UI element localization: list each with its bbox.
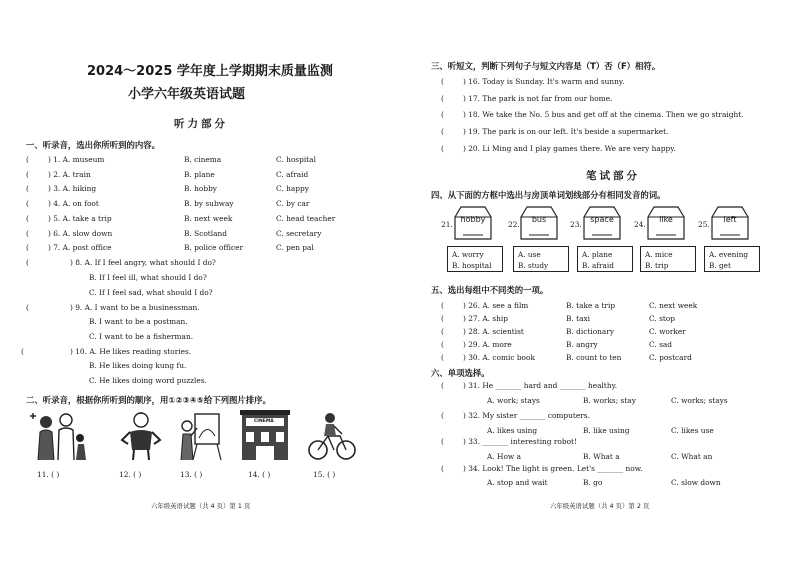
- answer-paren[interactable]: (: [26, 229, 29, 238]
- option-a: A. How a: [487, 452, 522, 461]
- picture-14-label[interactable]: 14. ( ): [248, 470, 271, 479]
- option-a[interactable]: A. evening: [709, 250, 749, 259]
- option-c: C. happy: [276, 184, 309, 193]
- picture-15-label[interactable]: 15. ( ): [313, 470, 336, 479]
- painter-picture: [175, 410, 225, 462]
- section-3-heading: 三、听短文，判断下列句子与短文内容是（T）否（F）相符。: [431, 61, 661, 71]
- answer-paren[interactable]: (: [441, 411, 444, 420]
- option-b: B. angry: [566, 340, 598, 349]
- option-a: ) 4. A. on foot: [48, 199, 99, 208]
- option-c: C. If I feel sad, what should I do?: [89, 288, 213, 297]
- answer-paren[interactable]: (: [441, 327, 444, 336]
- option-c: C. works; stays: [671, 396, 728, 405]
- answer-paren[interactable]: (: [441, 464, 444, 473]
- statement-text: ) 18. We take the No. 5 bus and get off at the cinema. Then we go straight.: [463, 110, 744, 119]
- option-a: ) 1. A. museum: [48, 155, 105, 164]
- option-b: B. police officer: [184, 243, 244, 252]
- option-b: B. What a: [583, 452, 620, 461]
- option-b: B. If I feel ill, what should I do?: [89, 273, 207, 282]
- statement-text: ) 19. The park is on our left. It's beside a supermarket.: [463, 127, 669, 136]
- question-number: 21.: [441, 220, 453, 229]
- section-4-heading: 四、从下面的方框中选出与房顶单词划线部分有相同发音的词。: [431, 190, 666, 200]
- answer-paren[interactable]: (: [441, 77, 444, 86]
- strong-man-picture: [118, 410, 164, 462]
- answer-paren[interactable]: (: [21, 347, 24, 356]
- option-c: C. slow down: [671, 478, 721, 487]
- option-b: B. dictionary: [566, 327, 615, 336]
- option-b: B. hobby: [184, 184, 217, 193]
- option-b: B. by subway: [184, 199, 234, 208]
- option-a: ) 26. A. see a film: [463, 301, 529, 310]
- option-b: B. take a trip: [566, 301, 616, 310]
- page-footer: 六年级英语试题（共 4 页）第 1 页: [151, 502, 251, 510]
- option-a: ) 10. A. He likes reading stories.: [70, 347, 192, 356]
- statement-text: ) 16. Today is Sunday. It's warm and sunny.: [463, 77, 625, 86]
- option-a: ) 27. A. ship: [463, 314, 509, 323]
- section-5-heading: 五、选出每组中不同类的一项。: [431, 285, 549, 295]
- picture-11-label[interactable]: 11. ( ): [37, 470, 60, 479]
- statement-text: ) 17. The park is not far from our home.: [463, 94, 613, 103]
- answer-paren[interactable]: (: [441, 340, 444, 349]
- section-1-heading: 一、听录音，选出你所听到的内容。: [26, 140, 160, 150]
- question-stem: ) 31. He _______ hard and _______ healthy.: [463, 381, 618, 390]
- answer-paren[interactable]: (: [441, 94, 444, 103]
- option-a: A. work; stays: [487, 396, 540, 405]
- option-a: ) 9. A. I want to be a businessman.: [70, 303, 200, 312]
- option-b: B. go: [583, 478, 603, 487]
- answer-paren[interactable]: (: [441, 127, 444, 136]
- options-box: [640, 246, 696, 272]
- option-b: B. Scotland: [184, 229, 228, 238]
- option-c: C. likes use: [671, 426, 714, 435]
- option-b[interactable]: B. study: [518, 261, 549, 270]
- option-a[interactable]: A. use: [518, 250, 541, 259]
- answer-paren[interactable]: (: [26, 243, 29, 252]
- option-a: ) 5. A. take a trip: [48, 214, 112, 223]
- house-roof: [646, 205, 686, 241]
- option-a[interactable]: A. worry: [452, 250, 484, 259]
- answer-paren[interactable]: (: [26, 258, 29, 267]
- answer-paren[interactable]: (: [441, 314, 444, 323]
- house-roof: [710, 205, 750, 241]
- question-number: 23.: [570, 220, 582, 229]
- option-c: C. pen pal: [276, 243, 314, 252]
- option-c: C. stop: [649, 314, 676, 323]
- option-c: C. postcard: [649, 353, 692, 362]
- house-roof: [582, 205, 622, 241]
- option-c: C. secretary: [276, 229, 322, 238]
- option-b[interactable]: B. trip: [645, 261, 669, 270]
- option-c: C. hospital: [276, 155, 316, 164]
- roof-word: left: [723, 215, 737, 224]
- option-a: ) 29. A. more: [463, 340, 512, 349]
- option-a: A. likes using: [487, 426, 538, 435]
- roof-word: space: [590, 215, 614, 224]
- option-c: C. afraid: [276, 170, 309, 179]
- option-a[interactable]: A. mice: [645, 250, 673, 259]
- listening-part-heading: 听力部分: [174, 118, 228, 130]
- picture-12-label[interactable]: 12. ( ): [119, 470, 142, 479]
- people-group-picture: [28, 410, 90, 462]
- answer-paren[interactable]: (: [26, 155, 29, 164]
- house-roof: [453, 205, 493, 241]
- option-b: B. taxi: [566, 314, 591, 323]
- writing-part-heading: 笔试部分: [586, 170, 640, 182]
- question-stem: ) 33. _______ interesting robot!: [463, 437, 577, 446]
- answer-paren[interactable]: (: [26, 199, 29, 208]
- option-b[interactable]: B. get: [709, 261, 731, 270]
- option-a: A. stop and wait: [487, 478, 548, 487]
- exam-subtitle: 小学六年级英语试题: [128, 87, 246, 102]
- option-a[interactable]: A. plane: [582, 250, 613, 259]
- house-roof: [519, 205, 559, 241]
- answer-paren[interactable]: (: [441, 144, 444, 153]
- option-b: B. I want to be a postman.: [89, 317, 188, 326]
- answer-paren[interactable]: (: [441, 381, 444, 390]
- option-c: C. next week: [649, 301, 698, 310]
- answer-paren[interactable]: (: [26, 184, 29, 193]
- option-c: C. What an: [671, 452, 713, 461]
- option-b: B. He likes doing kung fu.: [89, 361, 187, 370]
- option-b: B. next week: [184, 214, 233, 223]
- option-a: ) 2. A. train: [48, 170, 91, 179]
- option-a: ) 6. A. slow down: [48, 229, 113, 238]
- page-footer: 六年级英语试题（共 4 页）第 2 页: [550, 502, 650, 510]
- roof-word: like: [659, 215, 673, 224]
- answer-paren[interactable]: (: [441, 437, 444, 446]
- options-box: [577, 246, 633, 272]
- options-box: [513, 246, 569, 272]
- option-a: ) 30. A. comic book: [463, 353, 535, 362]
- question-stem: ) 34. Look! The light is green. Let's _______ now.: [463, 464, 643, 473]
- answer-paren[interactable]: (: [26, 303, 29, 312]
- statement-text: ) 20. Li Ming and I play games there. We are very happy.: [463, 144, 676, 153]
- option-b[interactable]: B. hospital: [452, 261, 492, 270]
- option-a: ) 3. A. hiking: [48, 184, 97, 193]
- answer-paren[interactable]: (: [26, 214, 29, 223]
- option-b: B. works; stay: [583, 396, 636, 405]
- option-a: ) 7. A. post office: [48, 243, 112, 252]
- cinema-sign: CINEMA: [254, 419, 274, 424]
- option-b: B. plane: [184, 170, 215, 179]
- option-c: C. head teacher: [276, 214, 336, 223]
- answer-paren[interactable]: (: [441, 301, 444, 310]
- answer-paren[interactable]: (: [441, 110, 444, 119]
- answer-paren[interactable]: (: [26, 170, 29, 179]
- option-b: B. count to ten: [566, 353, 622, 362]
- cinema-building-picture: [238, 408, 292, 462]
- exam-page-2: [397, 0, 794, 561]
- options-box: [704, 246, 760, 272]
- section-6-heading: 六、单项选择。: [431, 368, 490, 378]
- option-c: C. I want to be a fisherman.: [89, 332, 194, 341]
- section-2-heading: 二、听录音，根据你所听到的顺序，用①②③④⑤给下列图片排序。: [26, 395, 271, 405]
- option-c: C. He likes doing word puzzles.: [89, 376, 207, 385]
- answer-paren[interactable]: (: [441, 353, 444, 362]
- exam-title: 2024～2025 学年度上学期期末质量监测: [87, 64, 333, 79]
- option-b: B. like using: [583, 426, 630, 435]
- picture-13-label[interactable]: 13. ( ): [180, 470, 203, 479]
- option-b[interactable]: B. afraid: [582, 261, 614, 270]
- option-b: B. cinema: [184, 155, 222, 164]
- option-a: ) 8. A. If I feel angry, what should I do?: [70, 258, 216, 267]
- options-box: [447, 246, 503, 272]
- question-stem: ) 32. My sister _______ computers.: [463, 411, 590, 420]
- roof-word: bus: [531, 215, 547, 224]
- question-number: 22.: [508, 220, 520, 229]
- question-number: 25.: [698, 220, 710, 229]
- option-c: C. worker: [649, 327, 686, 336]
- question-number: 24.: [634, 220, 646, 229]
- roof-word: hobby: [460, 215, 486, 224]
- option-c: C. by car: [276, 199, 310, 208]
- option-c: C. sad: [649, 340, 673, 349]
- option-a: ) 28. A. scientist: [463, 327, 524, 336]
- cyclist-picture: [306, 410, 358, 462]
